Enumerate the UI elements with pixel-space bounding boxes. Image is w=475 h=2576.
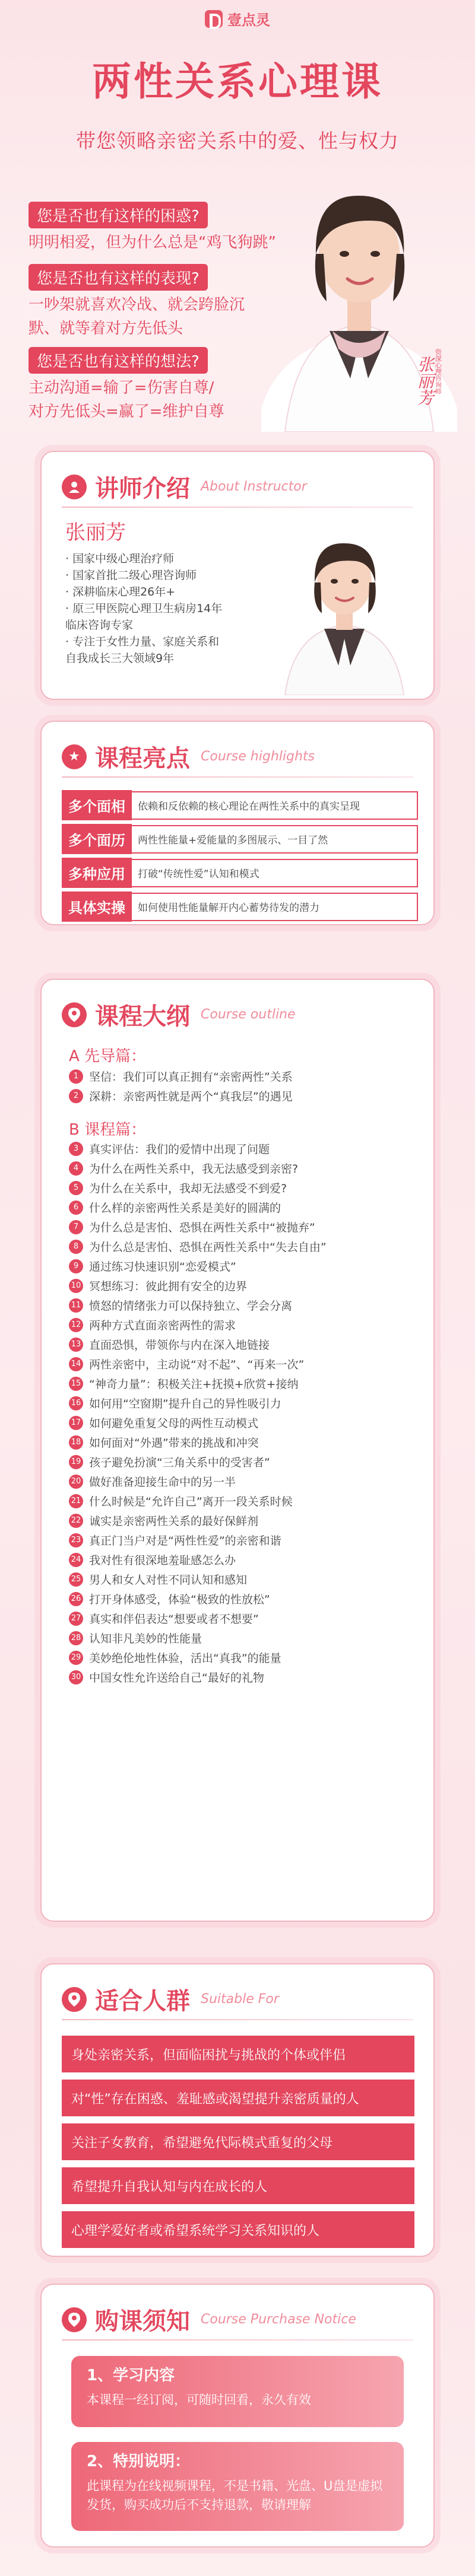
purchase-notice-1	[71, 2356, 404, 2427]
outline-item	[69, 1413, 413, 1432]
hero-section	[0, 0, 475, 469]
outline-item-text: 为什么在关系中，我却无法感受不到爱?	[89, 1182, 287, 1195]
outline-item	[69, 1628, 413, 1648]
item-number-badge: 4	[69, 1161, 83, 1176]
highlight-desc: 两性性能量+爱能量的多图展示、一目了然	[132, 825, 418, 854]
outline-item-text: 真实和伴侣表达“想要或者不想要”	[89, 1613, 259, 1626]
item-number-badge: 6	[69, 1201, 83, 1215]
outline-item	[69, 1472, 413, 1491]
outline-item-text: 诚实是亲密两性关系的最好保鲜剂	[89, 1515, 259, 1528]
item-number-badge: 14	[69, 1357, 83, 1371]
section-title-en: Course Purchase Notice	[201, 2312, 356, 2327]
outline-item-text: 为什么在两性关系中，我无法感受到亲密?	[89, 1163, 299, 1176]
location-pin-icon	[62, 2307, 87, 2332]
question-block-3	[28, 347, 224, 424]
highlight-row	[62, 790, 418, 820]
notice-title: 1、学习内容	[87, 2367, 175, 2384]
question-text: 对方先低头=赢了=维护自尊	[28, 403, 224, 421]
section-header	[62, 740, 315, 773]
signature-tag: 资深心理咨询师	[434, 349, 442, 394]
location-pin-icon	[62, 1002, 87, 1027]
question-pill: 您是否也有这样的困惑?	[28, 202, 208, 228]
instructor-credentials	[65, 550, 279, 667]
outline-item-text: “神奇力量”：积极关注+抚摸+欣赏+接纳	[89, 1378, 299, 1391]
audience-item: 身处亲密关系，但面临困扰与挑战的个体或伴侣	[62, 2036, 414, 2072]
audience-item: 关注子女教育，希望避免代际模式重复的父母	[62, 2123, 414, 2160]
outline-item-text: 真实评估：我们的爱情中出现了问题	[89, 1143, 270, 1156]
highlights-card	[40, 721, 435, 925]
outline-item	[69, 1335, 413, 1354]
outline-item-text: 坚信：我们可以真正拥有“亲密两性”关系	[89, 1071, 293, 1084]
item-number-badge: 16	[69, 1396, 83, 1410]
highlight-tag: 多种应用	[62, 858, 132, 888]
purchase-card	[40, 2284, 435, 2548]
notice-text: 本课程一经订阅，可随时回看，永久有效	[87, 2393, 311, 2407]
outline-item	[69, 1276, 413, 1295]
section-title-en: Course highlights	[201, 749, 315, 764]
instructor-card	[40, 451, 435, 700]
outline-item-text: 两种方式直面亲密两性的需求	[89, 1319, 236, 1332]
outline-item	[69, 1315, 413, 1335]
item-number-badge: 23	[69, 1533, 83, 1547]
outline-item-text: 我对性有很深地羞耻感怎么办	[89, 1554, 236, 1567]
question-text: 默、就等着对方先低头	[28, 320, 183, 337]
list-item: · 国家首批二级心理咨询师	[65, 569, 197, 582]
outline-item	[69, 1530, 413, 1550]
list-item: · 国家中级心理治疗师	[65, 552, 175, 565]
item-number-badge: 8	[69, 1240, 83, 1254]
highlight-tag: 多个面相	[62, 790, 132, 820]
outline-item-text: 如何避免重复父母的两性互动模式	[89, 1417, 259, 1430]
highlight-row	[62, 858, 418, 888]
outline-item	[69, 1086, 413, 1106]
item-number-badge: 17	[69, 1416, 83, 1430]
outline-item	[69, 1648, 413, 1667]
outline-item	[69, 1550, 413, 1569]
section-header	[62, 470, 307, 504]
person-icon	[62, 475, 87, 499]
highlight-desc: 如何使用性能量解开内心蓄势待发的潜力	[132, 893, 418, 921]
item-number-badge: 27	[69, 1612, 83, 1626]
section-title-en: Suitable For	[201, 1992, 279, 2007]
question-block-1	[28, 202, 276, 254]
section-title: 适合人群	[95, 1988, 190, 2015]
section-title: 讲师介绍	[95, 475, 190, 502]
highlight-tag: 具体实操	[62, 891, 132, 922]
outline-item-text: 如何用“空窗期”提升自己的异性吸引力	[89, 1397, 281, 1410]
hero-subtitle: 带您领略亲密关系中的爱、性与权力	[76, 129, 399, 152]
item-number-badge: 2	[69, 1089, 83, 1103]
outline-item-text: 认知非凡美妙的性能量	[89, 1632, 202, 1645]
question-text: 主动沟通=输了=伤害自尊/	[28, 379, 214, 397]
item-number-badge: 22	[69, 1514, 83, 1528]
divider	[62, 2339, 413, 2341]
outline-item-text: 为什么总是害怕、恐惧在两性关系中“被抛弃”	[89, 1221, 315, 1234]
highlight-row	[62, 824, 418, 854]
item-number-badge: 24	[69, 1553, 83, 1567]
section-title: 课程大纲	[95, 1003, 190, 1030]
list-item: · 原三甲医院心理卫生病房14年	[65, 602, 223, 615]
outline-list-a	[69, 1066, 413, 1106]
question-pill: 您是否也有这样的想法?	[28, 347, 208, 374]
divider	[62, 2019, 413, 2020]
outline-item-text: 为什么总是害怕、恐惧在两性关系中“失去自由”	[89, 1241, 327, 1254]
outline-item-text: 打开身体感受，体验“极致的性放松”	[89, 1593, 270, 1606]
question-text: 明明相爱，但为什么总是“鸡飞狗跳”	[28, 234, 276, 251]
item-number-badge: 9	[69, 1259, 83, 1273]
brand-logo[interactable]	[205, 8, 270, 29]
outline-item	[69, 1295, 413, 1315]
item-number-badge: 30	[69, 1670, 83, 1685]
outline-item	[69, 1589, 413, 1609]
outline-item-text: 什么样的亲密两性关系是美好的圆满的	[89, 1202, 281, 1215]
outline-item	[69, 1354, 413, 1374]
list-item: · 深耕临床心理26年+	[65, 585, 176, 598]
question-pill: 您是否也有这样的表现?	[28, 264, 208, 291]
item-number-badge: 7	[69, 1220, 83, 1234]
outline-item	[69, 1511, 413, 1530]
item-number-badge: 15	[69, 1377, 83, 1391]
outline-item	[69, 1432, 413, 1452]
item-number-badge: 11	[69, 1298, 83, 1313]
purchase-notice-2	[71, 2442, 404, 2531]
item-number-badge: 1	[69, 1069, 83, 1084]
outline-item	[69, 1139, 413, 1158]
outline-item-text: 什么时候是“允许自己”离开一段关系时候	[89, 1495, 293, 1508]
logo-icon	[205, 10, 223, 28]
question-block-2	[28, 264, 245, 340]
outline-item-text: 冥想练习：彼此拥有安全的边界	[89, 1280, 248, 1293]
list-item: 临床咨询专家	[65, 619, 134, 632]
divider	[62, 507, 413, 508]
outline-part-a: A 先导篇：	[69, 1047, 147, 1065]
audience-item: 希望提升自我认知与内在成长的人	[62, 2167, 414, 2204]
outline-item-text: 真正门当户对是“两性性爱”的亲密和谐	[89, 1534, 281, 1547]
highlight-desc: 依赖和反依赖的核心理论在两性关系中的真实呈现	[132, 791, 418, 820]
outline-item	[69, 1569, 413, 1589]
section-header	[62, 1982, 279, 2016]
outline-list-b	[69, 1139, 413, 1687]
audience-card	[40, 1963, 435, 2257]
audience-item: 心理学爱好者或希望系统学习关系知识的人	[62, 2211, 414, 2248]
outline-item	[69, 1374, 413, 1393]
instructor-name: 张丽芳	[65, 521, 126, 545]
list-item: · 专注于女性力量、家庭关系和	[65, 635, 220, 648]
section-title-en: About Instructor	[201, 479, 307, 494]
instructor-photo	[273, 517, 416, 695]
outline-item-text: 男人和女人对性不同认知和感知	[89, 1574, 248, 1587]
location-pin-icon	[62, 1987, 87, 2012]
outline-item-text: 中国女性允许送给自己“最好的礼物	[89, 1671, 264, 1685]
outline-item-text: 做好准备迎接生命中的另一半	[89, 1476, 236, 1489]
outline-item-text: 通过练习快速识别“恋爱模式”	[89, 1260, 236, 1273]
divider	[62, 776, 413, 778]
outline-item	[69, 1452, 413, 1472]
question-text: 一吵架就喜欢冷战、就会跨脸沉	[28, 296, 245, 314]
section-title-en: Course outline	[201, 1007, 296, 1022]
section-title: 课程亮点	[95, 745, 190, 772]
signature: 张丽芳	[415, 356, 435, 406]
outline-item	[69, 1491, 413, 1511]
item-number-badge: 5	[69, 1181, 83, 1195]
outline-item-text: 如何面对“外遇”带来的挑战和冲突	[89, 1437, 259, 1450]
highlight-desc: 打破“传统性爱”认知和模式	[132, 859, 418, 887]
highlight-row	[62, 891, 418, 922]
outline-item-text: 美妙绝伦地性体验，活出“真我”的能量	[89, 1652, 281, 1665]
outline-part-b: B 课程篇：	[69, 1121, 147, 1139]
list-item: 自我成长三大领域9年	[65, 652, 175, 665]
outline-item	[69, 1217, 413, 1237]
notice-title: 2、特别说明：	[87, 2453, 191, 2470]
section-title: 购课须知	[95, 2308, 190, 2335]
outline-item	[69, 1178, 413, 1198]
outline-item-text: 直面恐惧，带领你与内在深入地链接	[89, 1339, 270, 1352]
item-number-badge: 29	[69, 1651, 83, 1665]
star-icon: ★	[62, 744, 87, 769]
brand-name: 壹点灵	[227, 12, 270, 28]
item-number-badge: 20	[69, 1475, 83, 1489]
audience-item: 对“性”存在困惑、羞耻感或渴望提升亲密质量的人	[62, 2080, 414, 2116]
outline-item	[69, 1256, 413, 1276]
item-number-badge: 19	[69, 1455, 83, 1469]
outline-card	[40, 979, 435, 1922]
outline-item-text: 两性亲密中，主动说“对不起”、“再来一次”	[89, 1358, 305, 1371]
outline-item	[69, 1198, 413, 1217]
item-number-badge: 10	[69, 1279, 83, 1293]
item-number-badge: 18	[69, 1435, 83, 1450]
item-number-badge: 25	[69, 1572, 83, 1587]
item-number-badge: 3	[69, 1142, 83, 1156]
item-number-badge: 28	[69, 1631, 83, 1645]
outline-item-text: 愤怒的情绪张力可以保持独立、学会分离	[89, 1300, 293, 1313]
hero-title: 两性关系心理课	[92, 59, 383, 104]
item-number-badge: 12	[69, 1318, 83, 1332]
outline-item	[69, 1667, 413, 1687]
section-header	[62, 998, 296, 1031]
highlight-tag: 多个面历	[62, 824, 132, 854]
item-number-badge: 13	[69, 1338, 83, 1352]
outline-item	[69, 1066, 413, 1086]
notice-text: 此课程为在线视频课程，不是书籍、光盘、U盘是虚拟发货，购买成功后不支持退款，敬请理解	[87, 2479, 383, 2512]
outline-item	[69, 1393, 413, 1413]
outline-item-text: 孩子避免扮演“三角关系中的受害者”	[89, 1456, 270, 1469]
item-number-badge: 26	[69, 1592, 83, 1606]
section-header	[62, 2303, 356, 2336]
item-number-badge: 21	[69, 1494, 83, 1508]
outline-item	[69, 1609, 413, 1628]
outline-item	[69, 1237, 413, 1256]
outline-item	[69, 1158, 413, 1178]
outline-item-text: 深耕：亲密两性就是两个“真我层”的遇见	[89, 1090, 293, 1103]
